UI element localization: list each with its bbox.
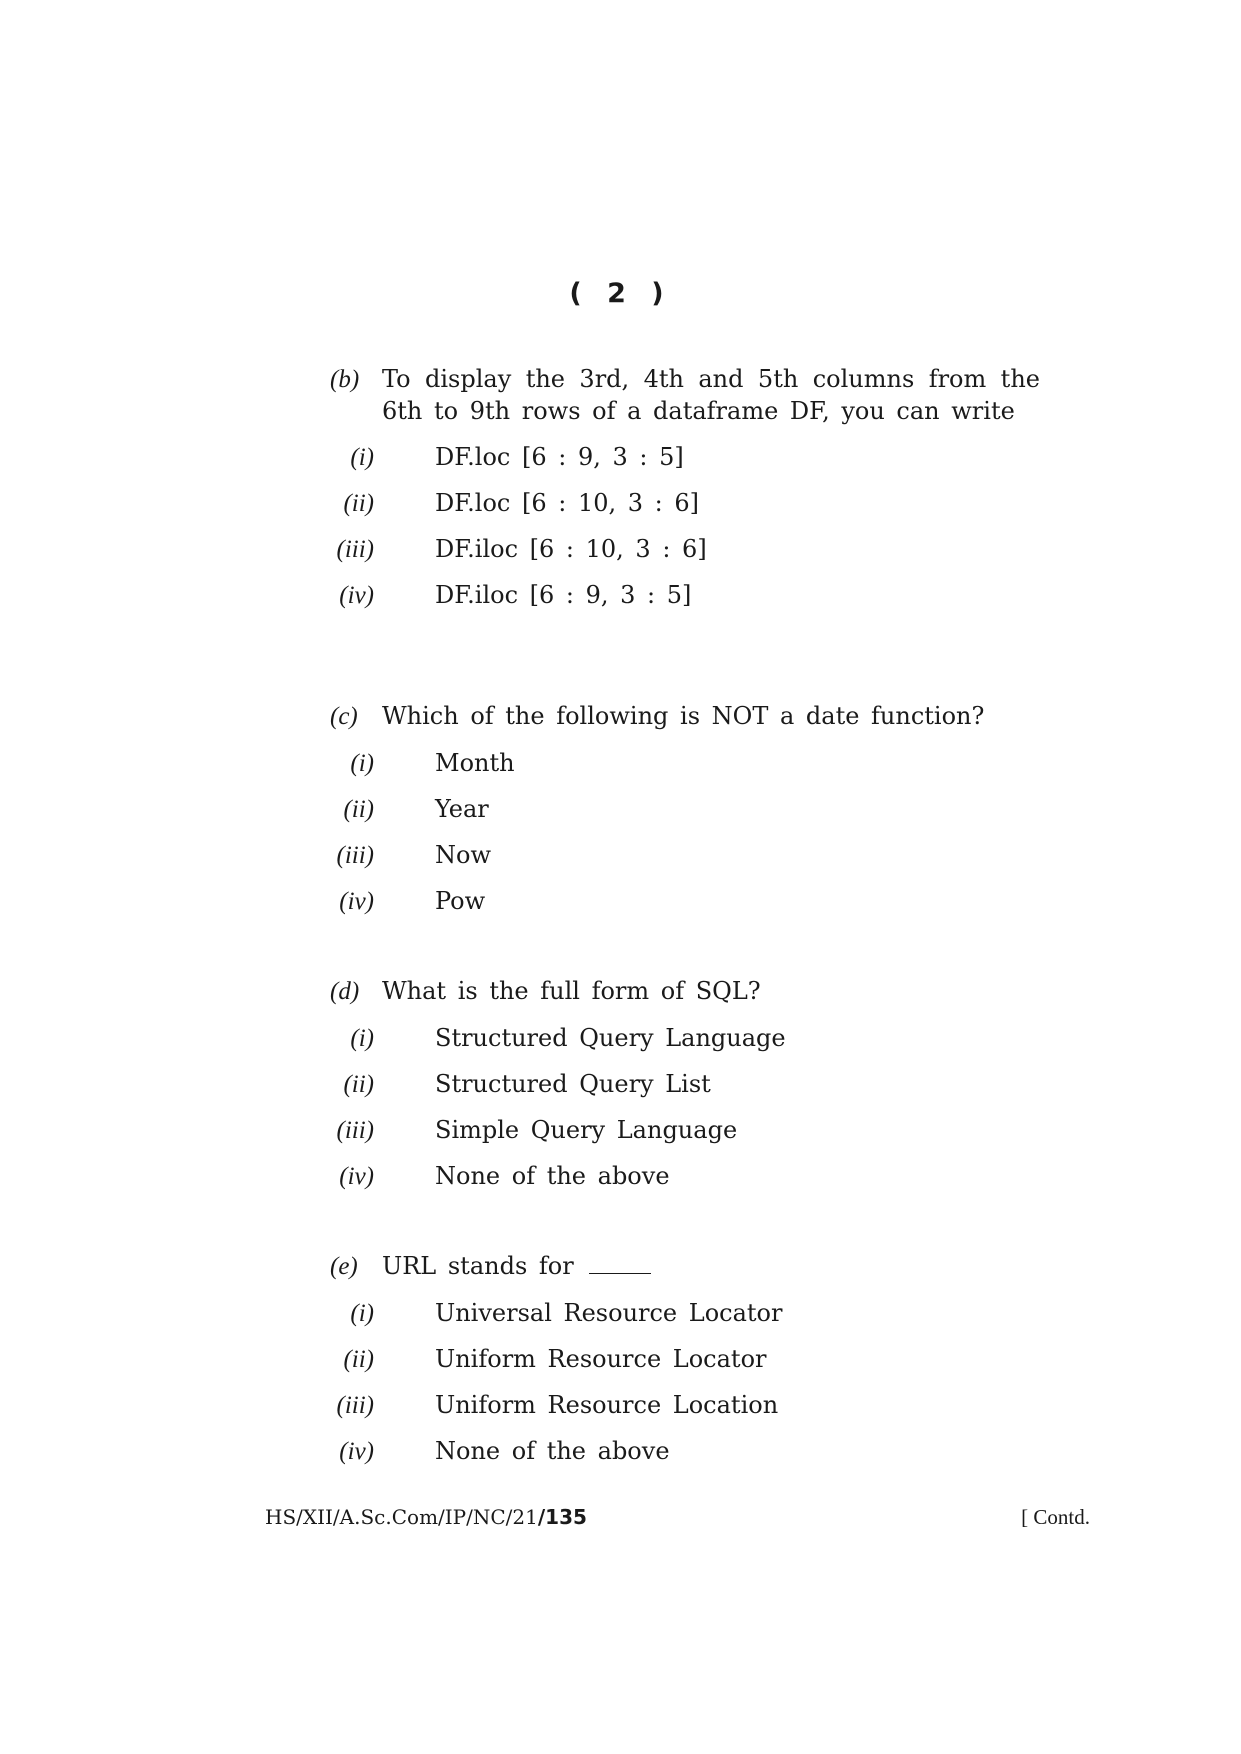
option-item	[330, 1069, 1040, 1115]
question-e	[330, 1251, 1040, 1482]
answer-blank	[589, 1253, 651, 1274]
option-text: DF.loc [6 : 10, 3 : 6]	[435, 489, 699, 517]
option-label: (iv)	[339, 1437, 374, 1465]
question-d	[330, 976, 1040, 1207]
question-label: (c)	[330, 703, 358, 730]
option-text: Structured Query Language	[435, 1023, 786, 1052]
option-label: (ii)	[343, 795, 374, 823]
options-list	[330, 1023, 1040, 1207]
option-item	[330, 442, 1040, 488]
options-list	[330, 748, 1040, 932]
question-text: Which of the following is NOT a date function?	[382, 702, 985, 730]
page-number: ( 2 )	[569, 278, 672, 309]
options-list	[330, 1298, 1040, 1482]
question-c	[330, 701, 1040, 932]
option-label: (iii)	[336, 536, 374, 563]
question-label: (b)	[330, 366, 360, 393]
option-label: (iii)	[336, 841, 374, 869]
paper-code	[265, 1505, 587, 1529]
option-label: (iv)	[339, 1162, 374, 1190]
option-label: (ii)	[343, 490, 374, 517]
option-item	[330, 840, 1040, 886]
option-item	[330, 748, 1040, 794]
question-text: To display the 3rd, 4th and 5th columns from the 6th to 9th rows of a dataframe DF, you can write	[382, 365, 1040, 425]
question-text-content: URL stands for	[382, 1252, 574, 1280]
option-label: (iv)	[339, 582, 374, 609]
option-text: Universal Resource Locator	[435, 1298, 783, 1327]
option-item	[330, 1298, 1040, 1344]
paper-code-prefix: HS/XII/A.Sc.Com/IP/NC/21	[265, 1505, 538, 1529]
option-item	[330, 1344, 1040, 1390]
option-text: Now	[435, 840, 491, 869]
option-text: None of the above	[435, 1161, 670, 1190]
option-item	[330, 794, 1040, 840]
option-item	[330, 580, 1040, 626]
option-item	[330, 886, 1040, 932]
option-label: (ii)	[343, 1345, 374, 1373]
option-text: DF.iloc [6 : 9, 3 : 5]	[435, 581, 692, 609]
question-label: (d)	[330, 978, 360, 1005]
option-text: Pow	[435, 886, 486, 915]
option-label: (i)	[350, 749, 374, 777]
option-item	[330, 1023, 1040, 1069]
option-text: Uniform Resource Locator	[435, 1344, 767, 1373]
option-text: DF.iloc [6 : 10, 3 : 6]	[435, 535, 707, 563]
option-text: None of the above	[435, 1436, 670, 1465]
option-text: Month	[435, 748, 515, 777]
option-label: (iii)	[336, 1116, 374, 1144]
question-b	[330, 364, 1040, 626]
paper-code-suffix: /135	[537, 1505, 587, 1529]
question-label: (e)	[330, 1253, 358, 1280]
option-item	[330, 488, 1040, 534]
option-label: (i)	[350, 444, 374, 471]
option-item	[330, 534, 1040, 580]
question-text: What is the full form of SQL?	[382, 977, 761, 1005]
option-text: DF.loc [6 : 9, 3 : 5]	[435, 443, 684, 471]
option-label: (iv)	[339, 887, 374, 915]
options-list	[330, 442, 1040, 626]
option-text: Uniform Resource Location	[435, 1390, 779, 1419]
option-item	[330, 1390, 1040, 1436]
option-label: (i)	[350, 1299, 374, 1327]
option-item	[330, 1161, 1040, 1207]
option-label: (i)	[350, 1024, 374, 1052]
question-text	[382, 1251, 1040, 1283]
option-item	[330, 1115, 1040, 1161]
option-label: (iii)	[336, 1391, 374, 1419]
option-text: Simple Query Language	[435, 1115, 738, 1144]
continued-marker: [ Contd.	[1021, 1505, 1090, 1529]
option-label: (ii)	[343, 1070, 374, 1098]
option-item	[330, 1436, 1040, 1482]
option-text: Structured Query List	[435, 1069, 711, 1098]
option-text: Year	[435, 794, 489, 823]
